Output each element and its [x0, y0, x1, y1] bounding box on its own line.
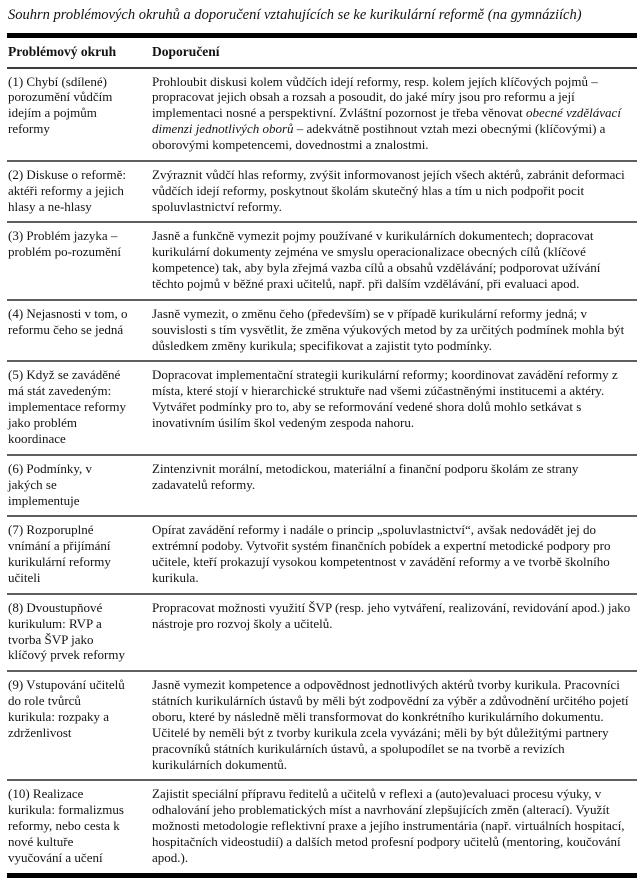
problem-area-cell: (4) Nejasnosti v tom, o reformu čeho se jedná	[7, 300, 151, 362]
summary-table	[7, 33, 637, 878]
problem-area-cell: (9) Vstupování učitelů do role tvůrců kurikula: rozpaky a zdrženlivost	[7, 671, 151, 780]
table-row	[7, 455, 637, 517]
recommendation-text-italic: obecné vzdělávací dimenzi jednotlivých oborů	[152, 105, 621, 137]
recommendation-cell	[151, 671, 637, 780]
recommendation-cell	[151, 361, 637, 454]
recommendation-cell	[151, 222, 637, 299]
recommendation-cell	[151, 161, 637, 223]
recommendation-text: Jasně a funkčně vymezit pojmy používané v kurikulárních dokumentech; dopracovat kurikulární dokumenty zejména ve smyslu operacionalizace obecných cílů (klíčové kompetence) tak, aby byla zřejmá vazba cílů a obsahů vzdělávání; podporovat užívání těchto pojmů v běžné praxi učitelů, např. při dalším vzdělávání, při evaluaci apod.	[152, 228, 601, 292]
problem-area-cell: (10) Realizace kurikula: formalizmus reformy, nebo cesta k nové kultuře vyučování a učení	[8, 786, 124, 865]
recommendation-cell	[151, 516, 637, 593]
problem-area-cell: (6) Podmínky, v jakých se implementuje	[7, 455, 151, 517]
table-row	[7, 68, 637, 161]
problem-area-cell: (2) Diskuse o reformě: aktéři reformy a jejich hlasy a ne-hlasy	[7, 161, 151, 223]
table-row	[7, 516, 637, 593]
table-row	[7, 161, 637, 223]
recommendation-text: – adekvátně postihnout vztah mezi obecnými (klíčovými) a oborovými kompetencemi, dovednostmi a znalostmi.	[152, 121, 606, 153]
table-row	[7, 361, 637, 454]
table-row	[7, 222, 637, 299]
recommendation-text: Zintenzivnit morální, metodickou, materiální a finanční podporu školám ze strany zadavatelů reformy.	[152, 460, 579, 492]
problem-area-cell: (3) Problém jazyka – problém po-rozumění	[7, 222, 151, 299]
recommendation-text: Zajistit speciální přípravu ředitelů a učitelů v reflexi a (auto)evaluaci procesu výuky, v odhalování jeho problematických míst a navrhování zlepšujících změn (alterací). Využít možnosti metodologie reflektivní praxe a jejího instrumentária (např. virtuálních hospitací, hospitačních videostudií) a dalších metod profesní podpory učitelů (mentoring, koučování apod.).	[152, 786, 625, 865]
recommendation-text: Opírat zavádění reformy i nadále o princip „spoluvlastnictví“, avšak nedovádět jej do extrémní podoby. Vytvořit systém finančních pobídek a expertní metodické podpory pro učitele, kteří prokazují vysokou kompetentnost v zavádění reformy a ve tvorbě školního kurikula.	[152, 522, 611, 585]
problem-area-cell: (5) Když se zaváděné má stát zavedeným: implementace reformy jako problém koordinace	[7, 361, 151, 454]
recommendation-text: Jasně vymezit kompetence a odpovědnost jednotlivých aktérů tvorby kurikula. Pracovníci státních kurikulárních ústavů by měli být zodpovědní za výběr a zdůvodnění určitého pojetí oboru, které by následně měli transformovat do konkrétního kurikulárního dokumentu. Učitelé by neměli být z tvorby kurikula zcela vyvázáni; měli by být důležitými partnery pracovníků státních kurikulárních ústavů, a spolupodílet se na tvorbě a revizích kurikulárních dokumentů.	[152, 677, 629, 772]
column-header-recommendation: Doporučení	[151, 36, 637, 68]
recommendation-text: Propracovat možnosti využití ŠVP (resp. jeho vytváření, realizování, revidování apod.) jako nástroje pro rozvoj školy a učitelů.	[152, 599, 631, 631]
table-row	[7, 594, 637, 671]
table-row	[7, 780, 637, 875]
recommendation-cell	[151, 594, 637, 671]
header-row	[7, 36, 637, 68]
problem-area-cell: (7) Rozporuplné vnímání a přijímání kurikulární reformy učiteli	[7, 516, 151, 593]
recommendation-text: Dopracovat implementační strategii kurikulární reformy; koordinovat zavádění reformy z místa, které stojí v hierarchické struktuře nad všemi zúčastněnými institucemi a aktéry. Vytvářet podmínky pro to, aby se reformování vedené shora dolů mohlo setkávat s inovativním úsilím škol vedeným zespoda nahoru.	[152, 367, 618, 431]
problem-area-cell: (1) Chybí (sdílené) porozumění vůdčím idejím a pojmům reformy	[7, 68, 151, 161]
table-row	[7, 300, 637, 362]
recommendation-cell	[151, 300, 637, 362]
recommendation-text: Jasně vymezit, o změnu čeho (především) se v případě kurikulární reformy jedná; v souvislosti s tím vysvětlit, že změna výukových metod by za určitých podmínek mohla být důsledkem změny kurikula; specifikovat a zajistit tyto podmínky.	[152, 305, 625, 353]
recommendation-text: Zvýraznit vůdčí hlas reformy, zvýšit informovanost jejích všech aktérů, zabránit deformaci vůdčích idejí reformy, poskytnout školám skutečný hlas a tím u nich podpořit pocit spoluvlastnictví reformy.	[152, 166, 625, 214]
table-row	[7, 671, 637, 780]
column-header-problem-area: Problémový okruh	[7, 36, 151, 68]
table-caption: Souhrn problémových okruhů a doporučení vztahujících se ke kurikulární reformě (na gymnáziích)	[8, 7, 582, 23]
recommendation-text: Prohloubit diskusi kolem vůdčích idejí reformy, resp. kolem jejích klíčových pojmů – propracovat jejich obsah a rozsah a posoudit, do jaké míry jsou pro reformu a její implementaci nosné a perspektivní. Zvláštní pozornost je třeba věnovat	[152, 73, 598, 121]
problem-area-cell: (8) Dvoustupňové kurikulum: RVP a tvorba ŠVP jako klíčový prvek reformy	[7, 594, 151, 671]
recommendation-cell	[151, 455, 637, 517]
recommendation-cell	[151, 780, 637, 875]
recommendation-cell	[151, 68, 637, 161]
